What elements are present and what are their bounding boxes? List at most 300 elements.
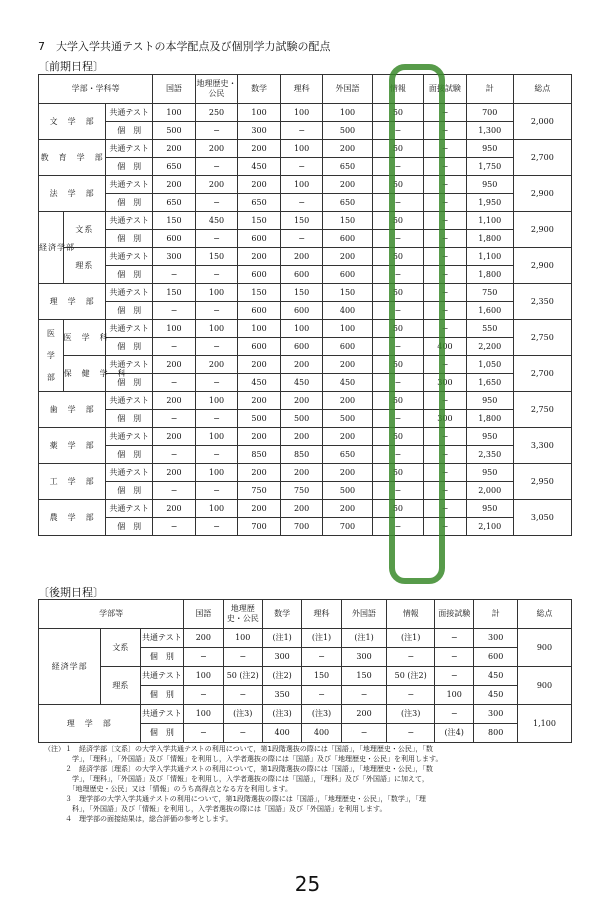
score-cell: −	[424, 230, 467, 248]
table-row	[39, 446, 572, 464]
score-cell: (注4)	[435, 724, 474, 743]
table-row	[39, 392, 572, 410]
column-header: 学部・学科等	[39, 75, 153, 104]
score-cell: −	[341, 724, 387, 743]
score-cell: −	[223, 724, 262, 743]
score-cell: 150	[153, 284, 196, 302]
table-row	[39, 629, 572, 648]
table-row	[39, 705, 572, 724]
score-cell: 500	[153, 122, 196, 140]
score-cell: −	[302, 648, 341, 667]
score-cell: 1,650	[466, 374, 513, 392]
score-cell: −	[195, 122, 238, 140]
score-cell: 750	[238, 482, 281, 500]
column-header: 外国語	[341, 600, 387, 629]
score-cell: (注2)	[262, 667, 301, 686]
score-cell: 450	[195, 212, 238, 230]
score-cell: 50	[372, 392, 424, 410]
score-cell: 200	[280, 428, 323, 446]
score-cell: −	[195, 374, 238, 392]
score-cell: 50 (注2)	[387, 667, 435, 686]
exam-type-cell: 個 別	[106, 122, 153, 140]
score-cell: −	[195, 446, 238, 464]
score-cell: 200	[323, 428, 372, 446]
score-cell: −	[387, 686, 435, 705]
column-header: 国語	[184, 600, 223, 629]
faculty-cell: 経済学部	[39, 629, 101, 705]
score-cell: −	[372, 518, 424, 536]
score-cell: −	[372, 374, 424, 392]
score-cell: 200	[153, 392, 196, 410]
score-cell: 200	[238, 140, 281, 158]
score-cell: −	[435, 648, 474, 667]
score-cell: 50	[372, 140, 424, 158]
table-row	[39, 667, 572, 686]
score-cell: −	[184, 686, 223, 705]
total-score-cell: 2,750	[513, 392, 571, 428]
score-cell: 50	[372, 248, 424, 266]
score-cell: 100	[238, 104, 281, 122]
score-cell: 100	[184, 667, 223, 686]
score-cell: −	[424, 122, 467, 140]
back-schedule-label: 〔後期日程〕	[38, 586, 104, 599]
score-cell: 100	[153, 104, 196, 122]
score-cell: 500	[323, 410, 372, 428]
exam-type-cell: 共通テスト	[106, 284, 153, 302]
score-cell: −	[424, 428, 467, 446]
score-cell: 100	[280, 320, 323, 338]
total-score-cell: 2,900	[513, 248, 571, 284]
score-cell: 100	[280, 176, 323, 194]
score-cell: 200	[238, 176, 281, 194]
score-cell: 200	[280, 248, 323, 266]
front-schedule-label: 〔前期日程〕	[38, 60, 104, 73]
score-cell: 600	[238, 338, 281, 356]
score-cell: −	[302, 686, 341, 705]
column-header: 数学	[238, 75, 281, 104]
score-cell: 1,050	[466, 356, 513, 374]
table-row	[39, 230, 572, 248]
score-cell: 950	[466, 428, 513, 446]
score-cell: −	[153, 482, 196, 500]
score-cell: 50	[372, 104, 424, 122]
score-cell: −	[184, 724, 223, 743]
score-cell: 400	[424, 338, 467, 356]
score-cell: 100	[223, 629, 262, 648]
score-cell: −	[372, 302, 424, 320]
score-cell: 300	[424, 374, 467, 392]
score-cell: −	[424, 392, 467, 410]
table-row	[39, 266, 572, 284]
total-score-cell: 2,950	[513, 464, 571, 500]
score-cell: 2,200	[466, 338, 513, 356]
score-cell: 600	[323, 338, 372, 356]
exam-type-cell: 個 別	[106, 518, 153, 536]
score-cell: 400	[302, 724, 341, 743]
score-cell: 500	[323, 122, 372, 140]
score-cell: 700	[238, 518, 281, 536]
score-cell: 1,750	[466, 158, 513, 176]
front-score-table-wrap	[38, 74, 572, 536]
score-cell: 50 (注2)	[223, 667, 262, 686]
department-cell: 理系	[63, 248, 106, 284]
column-header: 理科	[280, 75, 323, 104]
score-cell: −	[195, 302, 238, 320]
score-cell: 200	[323, 464, 372, 482]
score-cell: 200	[195, 176, 238, 194]
score-cell: −	[372, 194, 424, 212]
score-cell: 100	[195, 500, 238, 518]
score-cell: 950	[466, 500, 513, 518]
score-cell: 150	[195, 248, 238, 266]
score-cell: 200	[323, 176, 372, 194]
note-line: ２ 経済学部〔理系〕の大学入学共通テストの利用について，第1段階選抜の際には「国語」，「地理歴史・公民」，「数	[44, 765, 433, 773]
score-cell: 750	[280, 482, 323, 500]
score-cell: −	[424, 212, 467, 230]
score-cell: −	[372, 446, 424, 464]
total-score-cell: 2,350	[513, 284, 571, 320]
score-cell: 50	[372, 500, 424, 518]
score-cell: −	[184, 648, 223, 667]
table-row	[39, 176, 572, 194]
score-cell: 450	[474, 686, 518, 705]
table-row	[39, 518, 572, 536]
score-cell: 1,800	[466, 410, 513, 428]
score-cell: 50	[372, 284, 424, 302]
score-cell: 500	[238, 410, 281, 428]
exam-type-cell: 個 別	[106, 338, 153, 356]
score-cell: 300	[153, 248, 196, 266]
total-score-cell: 2,900	[513, 176, 571, 212]
page-number: 25	[294, 872, 321, 896]
score-cell: 1,800	[466, 266, 513, 284]
exam-type-cell: 共通テスト	[106, 428, 153, 446]
exam-type-cell: 個 別	[106, 158, 153, 176]
score-cell: 1,100	[466, 248, 513, 266]
score-cell: 100	[323, 104, 372, 122]
score-cell: −	[195, 518, 238, 536]
note-line: ３ 理学部の大学入学共通テストの利用について，第1段階選抜の際には「国語」，「地理歴史・公民」，「数学」，「理	[44, 795, 426, 803]
column-header: 国語	[153, 75, 196, 104]
score-cell: −	[424, 104, 467, 122]
score-cell: 1,950	[466, 194, 513, 212]
score-cell: 600	[153, 230, 196, 248]
score-cell: 200	[323, 140, 372, 158]
score-cell: 200	[238, 428, 281, 446]
column-header: 計	[474, 600, 518, 629]
score-cell: 350	[262, 686, 301, 705]
score-cell: 700	[323, 518, 372, 536]
total-score-cell: 2,700	[513, 140, 571, 176]
note-line: （注）１ 経済学部〔文系〕の大学入学共通テストの利用について，第1段階選抜の際には「国語」，「地理歴史・公民」，「数	[44, 745, 433, 753]
score-cell: 300	[474, 629, 518, 648]
score-cell: 200	[238, 356, 281, 374]
faculty-cell: 法 学 部	[39, 176, 106, 212]
score-cell: 700	[466, 104, 513, 122]
score-cell: −	[153, 410, 196, 428]
score-cell: (注1)	[302, 629, 341, 648]
score-cell: 600	[280, 338, 323, 356]
note-line: 「地理歴史・公民」又は「情報」のうち高得点となる方を利用します。	[44, 785, 292, 793]
score-cell: 400	[262, 724, 301, 743]
table-row	[39, 356, 572, 374]
score-cell: (注1)	[387, 629, 435, 648]
score-cell: 450	[238, 158, 281, 176]
score-cell: 750	[466, 284, 513, 302]
score-cell: 200	[323, 500, 372, 518]
score-cell: 450	[280, 374, 323, 392]
note-line: 科」，「外国語」及び「情報」を利用し，入学者選抜の際には「国語」及び「外国語」を利用します。	[44, 805, 387, 813]
faculty-cell: 歯 学 部	[39, 392, 106, 428]
score-cell: 200	[153, 176, 196, 194]
score-cell: 200	[280, 500, 323, 518]
score-cell: 200	[195, 356, 238, 374]
score-cell: −	[424, 302, 467, 320]
score-cell: 150	[323, 284, 372, 302]
score-cell: −	[424, 500, 467, 518]
score-cell: 850	[280, 446, 323, 464]
score-cell: 450	[238, 374, 281, 392]
score-cell: 450	[323, 374, 372, 392]
total-score-cell: 2,000	[513, 104, 571, 140]
score-cell: 1,300	[466, 122, 513, 140]
score-cell: 150	[153, 212, 196, 230]
faculty-cell: 経済学部	[39, 212, 64, 284]
score-cell: −	[435, 705, 474, 724]
score-cell: 300	[474, 705, 518, 724]
score-cell: 200	[153, 356, 196, 374]
score-cell: 650	[238, 194, 281, 212]
score-cell: 200	[153, 140, 196, 158]
table-row	[39, 158, 572, 176]
score-cell: 50	[372, 212, 424, 230]
department-cell: 保 健 学 科	[63, 356, 106, 392]
score-cell: −	[195, 194, 238, 212]
score-cell: 150	[341, 667, 387, 686]
table-row	[39, 482, 572, 500]
faculty-cell: 農 学 部	[39, 500, 106, 536]
department-cell: 文系	[63, 212, 106, 248]
score-cell: −	[195, 410, 238, 428]
score-cell: −	[153, 518, 196, 536]
score-cell: 100	[195, 392, 238, 410]
score-cell: 100	[280, 140, 323, 158]
score-cell: (注3)	[302, 705, 341, 724]
column-header: 数学	[262, 600, 301, 629]
department-cell: 医 学 科	[63, 320, 106, 356]
exam-type-cell: 共通テスト	[106, 212, 153, 230]
score-cell: 300	[424, 410, 467, 428]
score-cell: 800	[474, 724, 518, 743]
exam-type-cell: 個 別	[106, 374, 153, 392]
score-cell: 1,100	[466, 212, 513, 230]
score-cell: 600	[280, 302, 323, 320]
score-cell: 1,800	[466, 230, 513, 248]
score-cell: (注1)	[262, 629, 301, 648]
score-cell: −	[372, 230, 424, 248]
score-cell: (注3)	[262, 705, 301, 724]
score-cell: −	[153, 374, 196, 392]
faculty-cell: 文 学 部	[39, 104, 106, 140]
score-cell: −	[195, 266, 238, 284]
exam-type-cell: 個 別	[106, 266, 153, 284]
exam-type-cell: 共通テスト	[140, 705, 184, 724]
score-cell: 100	[195, 428, 238, 446]
score-cell: 50	[372, 176, 424, 194]
score-cell: 1,600	[466, 302, 513, 320]
score-cell: 200	[238, 248, 281, 266]
table-row	[39, 320, 572, 338]
score-cell: 200	[238, 392, 281, 410]
exam-type-cell: 個 別	[140, 724, 184, 743]
exam-type-cell: 個 別	[106, 410, 153, 428]
faculty-cell	[39, 320, 64, 392]
score-cell: 100	[195, 284, 238, 302]
table-header-row	[39, 75, 572, 104]
department-cell: 文系	[101, 629, 140, 667]
score-cell: 300	[341, 648, 387, 667]
score-cell: 200	[153, 500, 196, 518]
score-cell: 100	[195, 320, 238, 338]
score-cell: 550	[466, 320, 513, 338]
table-row	[39, 284, 572, 302]
score-cell: −	[372, 122, 424, 140]
exam-type-cell: 共通テスト	[106, 176, 153, 194]
exam-type-cell: 個 別	[106, 302, 153, 320]
score-cell: (注3)	[387, 705, 435, 724]
score-cell: 150	[302, 667, 341, 686]
total-score-cell: 1,100	[517, 705, 571, 743]
back-score-table	[38, 599, 572, 743]
table-row	[39, 104, 572, 122]
exam-type-cell: 共通テスト	[106, 320, 153, 338]
score-cell: −	[435, 629, 474, 648]
faculty-cell: 教 育 学 部	[39, 140, 106, 176]
exam-type-cell: 共通テスト	[140, 667, 184, 686]
score-cell: −	[195, 230, 238, 248]
column-header: 計	[466, 75, 513, 104]
table-row	[39, 122, 572, 140]
table-row	[39, 302, 572, 320]
faculty-cell: 薬 学 部	[39, 428, 106, 464]
score-cell: 400	[323, 302, 372, 320]
score-cell: 700	[280, 518, 323, 536]
column-header: 地理歴史・公民	[223, 600, 262, 629]
score-cell: 950	[466, 176, 513, 194]
score-cell: −	[424, 266, 467, 284]
score-cell: 100	[195, 464, 238, 482]
score-cell: 200	[153, 464, 196, 482]
score-cell: 600	[238, 302, 281, 320]
score-cell: 150	[323, 212, 372, 230]
score-cell: 2,350	[466, 446, 513, 464]
score-cell: −	[424, 194, 467, 212]
score-cell: 200	[153, 428, 196, 446]
score-cell: 950	[466, 392, 513, 410]
column-header: 理科	[302, 600, 341, 629]
score-cell: 100	[323, 320, 372, 338]
score-cell: −	[387, 648, 435, 667]
table-row	[39, 464, 572, 482]
score-cell: −	[424, 356, 467, 374]
column-header: 情報	[387, 600, 435, 629]
score-cell: 150	[280, 212, 323, 230]
score-cell: −	[223, 686, 262, 705]
score-cell: −	[424, 320, 467, 338]
column-header: 総点	[517, 600, 571, 629]
page-title: 7 大学入学共通テストの本学配点及び個別学力試験の配点	[38, 40, 331, 53]
faculty-cell: 理 学 部	[39, 705, 141, 743]
score-cell: −	[372, 158, 424, 176]
faculty-cell: 理 学 部	[39, 284, 106, 320]
front-score-table	[38, 74, 572, 536]
score-cell: 100	[280, 104, 323, 122]
score-cell: 300	[238, 122, 281, 140]
score-cell: −	[372, 266, 424, 284]
score-cell: −	[341, 686, 387, 705]
score-cell: −	[195, 482, 238, 500]
score-cell: −	[387, 724, 435, 743]
score-cell: 500	[323, 482, 372, 500]
score-cell: (注3)	[223, 705, 262, 724]
score-cell: −	[153, 266, 196, 284]
exam-type-cell: 共通テスト	[106, 104, 153, 122]
score-cell: 200	[280, 464, 323, 482]
score-cell: 650	[153, 194, 196, 212]
score-cell: −	[280, 194, 323, 212]
exam-type-cell: 共通テスト	[106, 464, 153, 482]
score-cell: −	[372, 338, 424, 356]
table-row	[39, 248, 572, 266]
score-cell: −	[153, 338, 196, 356]
table-row	[39, 194, 572, 212]
total-score-cell: 3,300	[513, 428, 571, 464]
total-score-cell: 3,050	[513, 500, 571, 536]
score-cell: 50	[372, 428, 424, 446]
highlight-oval-info-column	[389, 64, 445, 584]
score-cell: 100	[184, 705, 223, 724]
exam-type-cell: 個 別	[106, 446, 153, 464]
table-row	[39, 212, 572, 230]
score-cell: 150	[238, 284, 281, 302]
exam-type-cell: 共通テスト	[106, 140, 153, 158]
score-cell: −	[153, 302, 196, 320]
score-cell: 650	[153, 158, 196, 176]
score-cell: 200	[238, 464, 281, 482]
column-header: 地理歴史・公民	[195, 75, 238, 104]
note-line: ４ 理学部の面接結果は，総合評価の参考とします。	[44, 815, 233, 823]
table-row	[39, 500, 572, 518]
score-cell: −	[424, 140, 467, 158]
score-cell: 250	[195, 104, 238, 122]
score-cell: 200	[280, 392, 323, 410]
score-cell: −	[424, 284, 467, 302]
exam-type-cell: 共通テスト	[106, 500, 153, 518]
score-cell: −	[424, 518, 467, 536]
score-cell: 50	[372, 320, 424, 338]
table-row	[39, 338, 572, 356]
score-cell: 600	[280, 266, 323, 284]
score-cell: 200	[195, 140, 238, 158]
score-cell: 100	[435, 686, 474, 705]
score-cell: 200	[184, 629, 223, 648]
score-cell: −	[280, 122, 323, 140]
score-cell: 200	[280, 356, 323, 374]
table-row	[39, 428, 572, 446]
score-cell: 2,100	[466, 518, 513, 536]
score-cell: −	[435, 667, 474, 686]
total-score-cell: 900	[517, 667, 571, 705]
